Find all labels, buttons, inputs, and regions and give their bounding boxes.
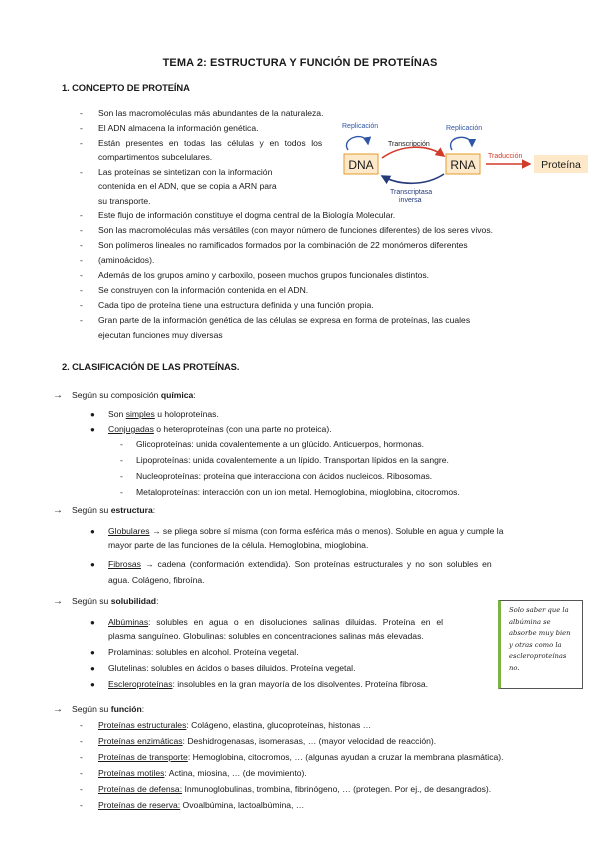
note-line: albúmina se (509, 617, 551, 626)
sub-item: Nucleoproteínas: proteína que interacciona con ácidos nucleicos. Ribosomas. (136, 471, 433, 481)
transcripcion-arrow (382, 147, 444, 158)
dash: - (80, 285, 83, 295)
funcion-term: Proteínas estructurales (98, 720, 187, 730)
conjugadas-term: Conjugadas (108, 424, 154, 434)
fibrosas-rest: → cadena (conformación extendida). Son proteínas estructurales y no son solubles en (140, 559, 492, 569)
funcion-term: Proteínas de defensa: (98, 784, 183, 794)
composicion-heading (72, 390, 196, 401)
simples-post: u holoproteínas. (154, 409, 219, 419)
funcion-heading-bold: función (110, 704, 142, 714)
solubilidad-heading-post: : (156, 596, 159, 606)
funcion-heading-post: : (141, 704, 145, 714)
list-item-continuation: ejecutan funciones muy diversas (98, 330, 223, 340)
list-item: Se construyen con la información contenida en el ADN. (98, 285, 309, 295)
funcion-item (98, 768, 307, 779)
replicacion-left-label: Replicación (342, 123, 379, 130)
replicacion-right-label: Replicación (446, 125, 483, 132)
note-line: Solo saber que la (509, 606, 569, 614)
estructura-heading-bold: estructura (110, 505, 153, 515)
replicacion-right-arrow (451, 137, 472, 150)
bullet-icon: ● (90, 618, 95, 627)
funcion-term: Proteínas de transporte (98, 752, 188, 762)
list-item: Las proteínas se sintetizan con la información (98, 167, 273, 177)
dash: - (80, 225, 83, 235)
margin-note (498, 600, 583, 689)
proteina-label: Proteína (541, 159, 581, 171)
funcion-rest: Ovoalbúmina, lactoalbúmina, … (180, 800, 305, 810)
arrow-icon: → (53, 390, 63, 401)
dash: - (120, 471, 123, 481)
fibrosas-continuation: agua. Colágeno, fibroína. (108, 575, 205, 585)
solubilidad-heading-bold: solubilidad (110, 596, 157, 606)
list-item: Son polímeros lineales no ramificados formados por la combinación de 22 monómeros diferentes (98, 240, 468, 250)
funcion-item (98, 800, 304, 811)
funcion-term: Proteínas motiles (98, 768, 165, 778)
dash: - (120, 487, 123, 497)
central-dogma-diagram (336, 116, 592, 208)
simples-pre: Son (108, 409, 126, 419)
list-item: Además de los grupos amino y carboxilo, poseen muchos grupos funcionales distintos. (98, 270, 430, 280)
sub-item: Lipoproteínas: unida covalentemente a un lípido. Transportan lípidos en la sangre. (136, 455, 449, 465)
list-item-continuation: compartimentos subcelulares. (98, 152, 213, 162)
dash: - (80, 720, 83, 730)
funcion-heading-pre: Según su (72, 704, 111, 714)
bullet-icon: ● (90, 680, 95, 689)
albuminas-continuation: plasma sanguíneo. Globulinas: solubles en concentraciones salinas más elevadas. (108, 631, 424, 641)
bullet-icon: ● (90, 527, 95, 536)
bullet-icon: ● (90, 425, 95, 434)
list-item: Cada tipo de proteína tiene una estructura definida y una función propia. (98, 300, 374, 310)
funcion-term: Proteínas enzimáticas (98, 736, 183, 746)
list-item-continuation: su transporte. (98, 196, 151, 206)
dash: - (80, 138, 83, 148)
sub-item: Metaloproteínas: interacción con un ion metal. Hemoglobina, mioglobina, citocromos. (136, 487, 460, 497)
transcriptasa-label-2: inversa (399, 197, 422, 204)
escleroproteinas-term: Escleroproteínas (108, 679, 173, 689)
escleroproteinas-rest: : insolubles en la gran mayoría de los disolventes. Proteína fibrosa. (172, 679, 429, 689)
section-1-heading: 1. CONCEPTO DE PROTEÍNA (62, 82, 190, 93)
dash: - (80, 270, 83, 280)
funcion-rest: Inmunoglobulinas, trombina, fibrinógeno, … (protegen. Por ej., de desangrados). (182, 784, 492, 794)
composicion-heading-bold: química (160, 390, 194, 400)
estructura-heading (72, 505, 155, 516)
list-item: Este flujo de información constituye el dogma central de la Biología Molecular. (98, 210, 396, 220)
fibrosas-item (108, 559, 492, 570)
fibrosas-term: Fibrosas (108, 559, 141, 569)
transcripcion-label: Transcripción (388, 141, 430, 148)
arrow-icon: → (53, 505, 63, 516)
conjugadas-item (108, 424, 332, 435)
solubilidad-heading (72, 596, 158, 607)
list-item: Gran parte de la información genética de las células se expresa en forma de proteínas, las cuales (98, 315, 471, 325)
funcion-heading (72, 704, 144, 715)
dash: - (80, 736, 83, 746)
bullet-icon: ● (90, 664, 95, 673)
funcion-item (98, 720, 371, 731)
dash: - (80, 123, 83, 133)
dash: - (80, 768, 83, 778)
dash: - (80, 300, 83, 310)
composicion-heading-post: : (193, 390, 196, 400)
funcion-term: Proteínas de reserva: (98, 800, 181, 810)
dash: - (80, 784, 83, 794)
bullet-icon: ● (90, 648, 95, 657)
funcion-rest: : Actina, miosina, … (de movimiento). (164, 768, 307, 778)
bullet-icon: ● (90, 560, 95, 569)
rna-label: RNA (450, 158, 476, 172)
list-item-continuation: (aminoácidos). (98, 255, 155, 265)
dash: - (80, 210, 83, 220)
list-item: Son las macromoléculas más abundantes de la naturaleza. (98, 108, 324, 118)
dash: - (120, 439, 123, 449)
dash: - (80, 800, 83, 810)
replicacion-left-arrow (346, 137, 368, 150)
globulares-continuation: mayor parte de las funciones de la célula. Hemoglobina, mioglobina. (108, 540, 369, 550)
note-line: escleroproteínas (509, 652, 567, 660)
dash: - (80, 255, 83, 265)
estructura-heading-pre: Según su (72, 505, 111, 515)
dash: - (80, 167, 83, 177)
simples-term: simples (125, 409, 155, 419)
albuminas-term: Albúminas (108, 617, 149, 627)
funcion-item (98, 752, 504, 763)
solubilidad-heading-pre: Según su (72, 596, 111, 606)
dna-label: DNA (348, 158, 374, 172)
page-title: TEMA 2: ESTRUCTURA Y FUNCIÓN DE PROTEÍNAS (162, 57, 438, 69)
note-line: no. (509, 663, 520, 672)
simples-item (108, 409, 219, 420)
dash: - (80, 240, 83, 250)
globulares-term: Globulares (108, 526, 150, 536)
funcion-item (98, 736, 436, 747)
albuminas-item (108, 617, 443, 628)
dash: - (80, 752, 83, 762)
conjugadas-post: o heteroproteínas (con una parte no proteica). (153, 424, 332, 434)
bullet-icon: ● (90, 410, 95, 419)
list-item: Están presentes en todas las células y en todos los (98, 138, 323, 148)
transcriptasa-arrow (382, 174, 444, 183)
sub-item: Glicoproteínas: unida covalentemente a un glúcido. Anticuerpos, hormonas. (136, 439, 425, 449)
section-2-heading: 2. CLASIFICACIÓN DE LAS PROTEÍNAS. (62, 361, 240, 372)
dash: - (80, 315, 83, 325)
arrow-icon: → (53, 596, 63, 607)
list-item: El ADN almacena la información genética. (98, 123, 259, 133)
traduccion-label: Traducción (488, 153, 523, 160)
note-line: y otras como la (509, 640, 562, 649)
glutelinas-item: Glutelinas: solubles en ácidos o bases diluidos. Proteína vegetal. (108, 663, 356, 673)
note-line: absorbe muy bien (509, 629, 571, 637)
dash: - (120, 455, 123, 465)
globulares-rest: → se pliega sobre sí misma (con forma esférica más o menos). Soluble en agua y cumple la (149, 526, 504, 536)
funcion-item (98, 784, 491, 795)
albuminas-rest: : solubles en agua o en disoluciones salinas diluidas. Proteína en el (148, 617, 444, 627)
dash: - (80, 108, 83, 118)
funcion-rest: : Deshidrogenasas, isomerasas, … (mayor velocidad de reacción). (182, 736, 437, 746)
composicion-heading-pre: Según su composición (72, 390, 161, 400)
transcriptasa-label-1: Transcriptasa (390, 189, 433, 196)
list-item: Son las macromoléculas más versátiles (con mayor número de funciones diferentes) de los seres vivos. (98, 225, 494, 235)
prolaminas-item: Prolaminas: solubles en alcohol. Proteína vegetal. (108, 647, 299, 657)
globulares-item (108, 526, 504, 537)
estructura-heading-post: : (152, 505, 156, 515)
funcion-rest: : Hemoglobina, citocromos, … (algunas ayudan a cruzar la membrana plasmática). (187, 752, 504, 762)
escleroproteinas-item (108, 679, 428, 690)
funcion-rest: : Colágeno, elastina, glucoproteínas, histonas … (186, 720, 372, 730)
arrow-icon: → (53, 704, 63, 715)
list-item-continuation: contenida en el ADN, que se copia a ARN para (98, 181, 277, 191)
